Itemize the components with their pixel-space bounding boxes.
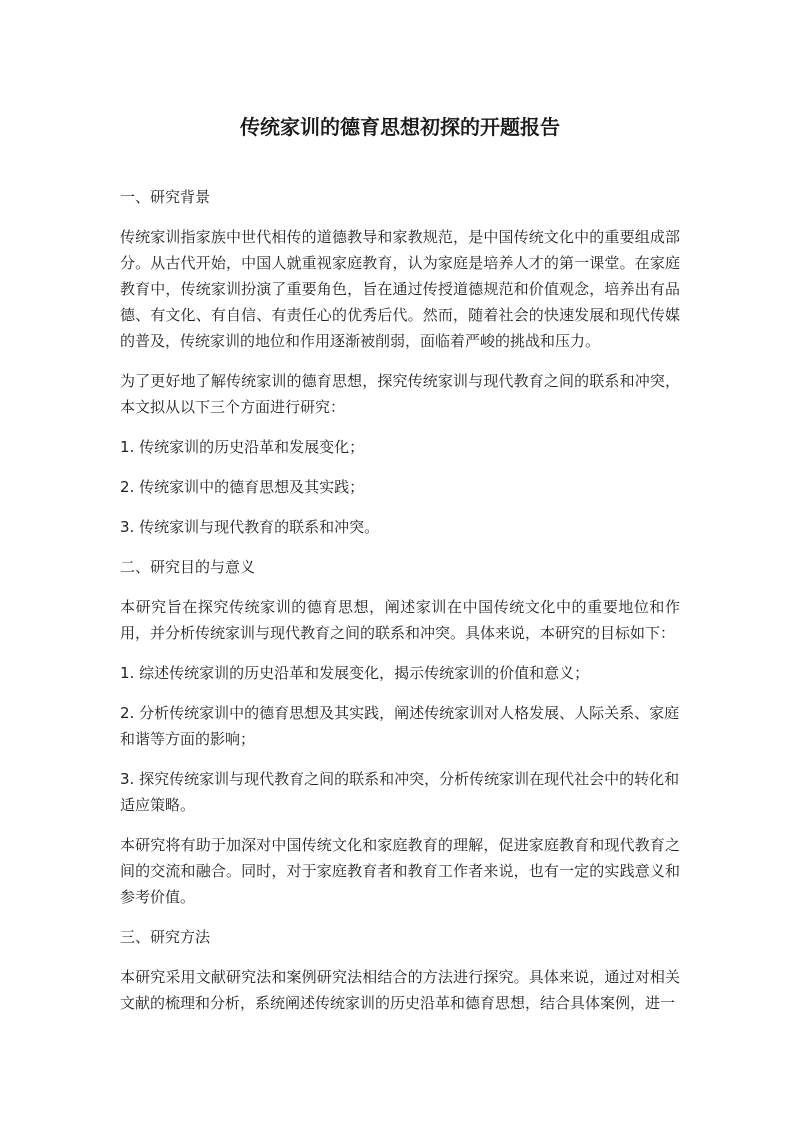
- paragraph-method-1: 本研究采用文献研究法和案例研究法相结合的方法进行探究。具体来说，通过对相关文献的梳理和分析，系统阐述传统家训的历史沿革和德育思想，结合具体案例，进一: [120, 968, 680, 1012]
- list-item: 2. 分析传统家训中的德育思想及其实践，阐述传统家训对人格发展、人际关系、家庭和谐等方面的影响；: [120, 704, 680, 748]
- paragraph-purpose-2: 本研究将有助于加深对中国传统文化和家庭教育的理解，促进家庭教育和现代教育之间的交流和融合。同时，对于家庭教育者和教育工作者来说，也有一定的实践意义和参考价值。: [120, 836, 680, 906]
- section-heading-background: 一、研究背景: [120, 188, 211, 206]
- list-item: 1. 综述传统家训的历史沿革和发展变化，揭示传统家训的价值和意义；: [120, 664, 590, 682]
- list-item: 2. 传统家训中的德育思想及其实践；: [120, 478, 365, 496]
- section-heading-method: 三、研究方法: [120, 928, 211, 946]
- list-item: 3. 探究传统家训与现代教育之间的联系和冲突，分析传统家训在现代社会中的转化和适应策略。: [120, 770, 680, 814]
- document-title: 传统家训的德育思想初探的开题报告: [240, 115, 560, 139]
- paragraph-purpose-1: 本研究旨在探究传统家训的德育思想，阐述家训在中国传统文化中的重要地位和作用，并分析传统家训与现代教育之间的联系和冲突。具体来说，本研究的目标如下：: [120, 598, 680, 642]
- paragraph-background-1: 传统家训指家族中世代相传的道德教导和家教规范，是中国传统文化中的重要组成部分。从古代开始，中国人就重视家庭教育，认为家庭是培养人才的第一课堂。在家庭教育中，传统家训扮演了重要角色，旨在通过传授道德规范和价值观念，培养出有品德、有文化、有自信、有责任心的优秀后代。然而，随着社会的快速发展和现代传媒的普及，传统家训的地位和作用逐渐被削弱，面临着严峻的挑战和压力。: [120, 228, 680, 350]
- section-heading-purpose: 二、研究目的与意义: [120, 558, 256, 576]
- list-item: 3. 传统家训与现代教育的联系和冲突。: [120, 518, 380, 536]
- paragraph-background-2: 为了更好地了解传统家训的德育思想，探究传统家训与现代教育之间的联系和冲突，本文拟从以下三个方面进行研究：: [120, 372, 680, 416]
- list-item: 1. 传统家训的历史沿革和发展变化；: [120, 438, 365, 456]
